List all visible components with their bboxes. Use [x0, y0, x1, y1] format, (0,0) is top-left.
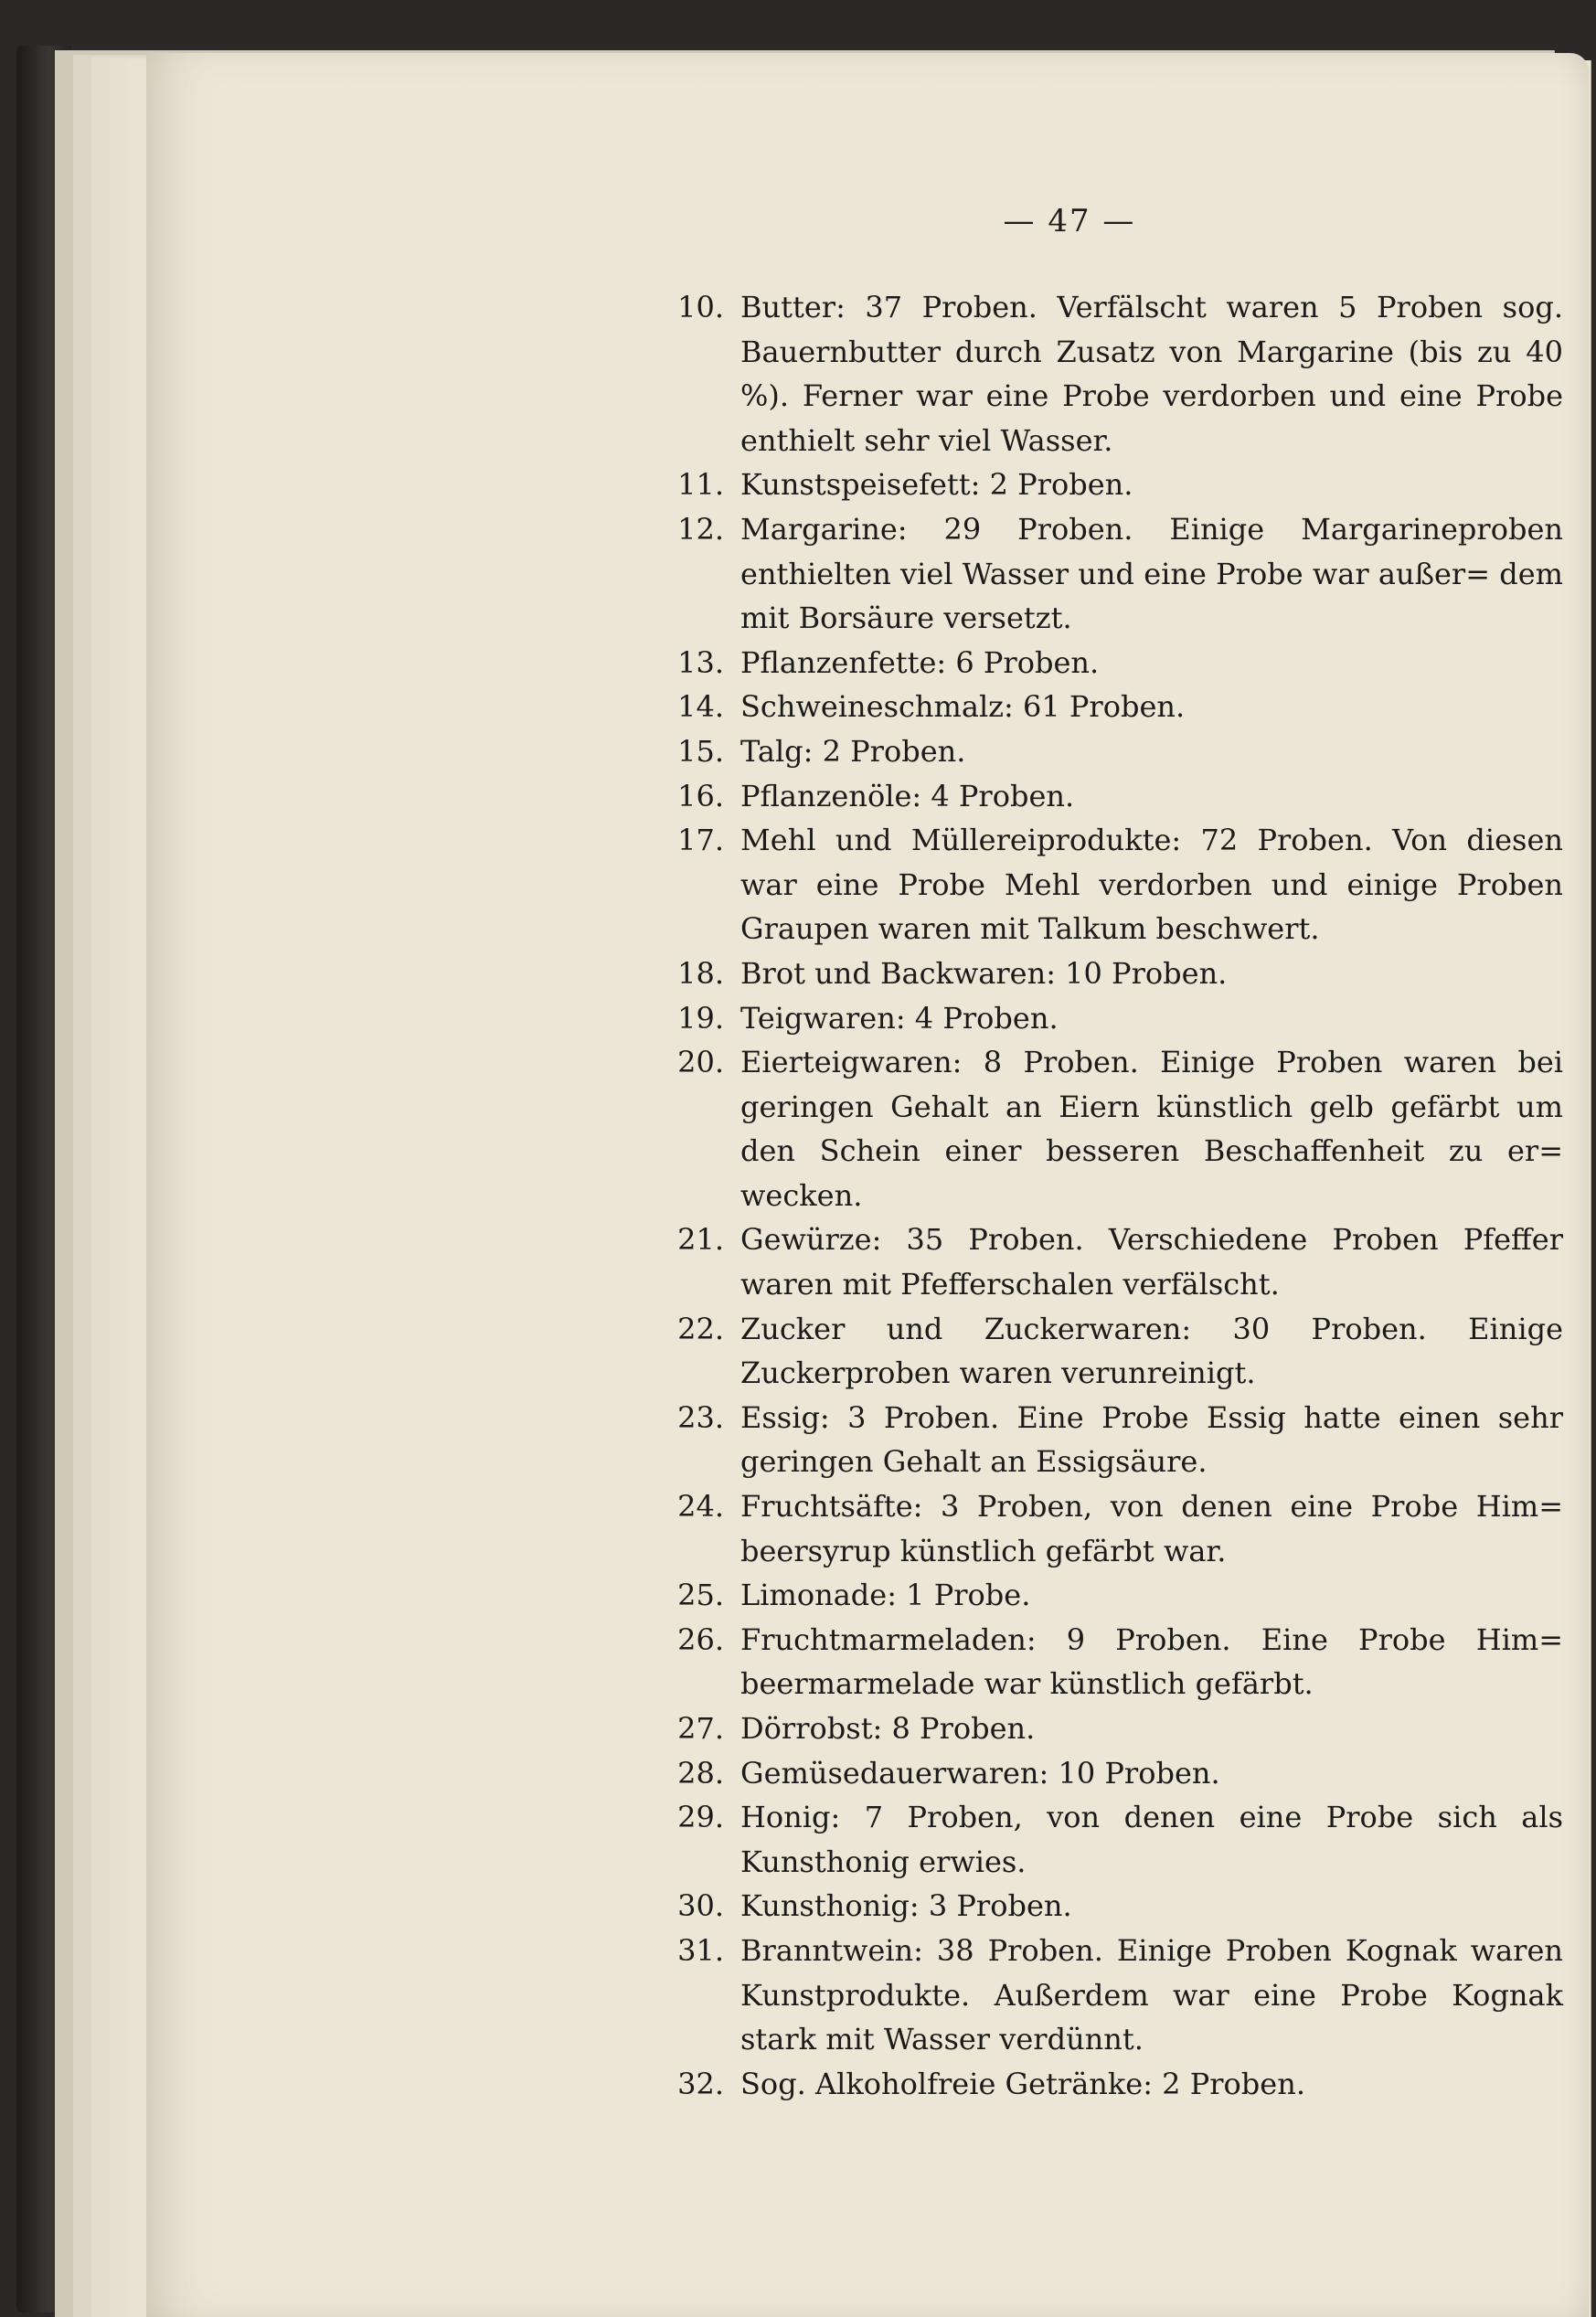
entry-number: 16.	[677, 778, 724, 813]
entry-number: 12.	[677, 511, 724, 547]
entry-number: 29.	[677, 1800, 724, 1835]
entry-text: Eierteigwaren: 8 Proben. Einige Proben waren bei geringen Gehalt an Eiern künstlich gelb gefärbt um den Schein einer besseren Beschaffenheit zu er= wecken.	[740, 1045, 1563, 1213]
entry-text: Butter: 37 Proben. Verfälscht waren 5 Proben sog. Bauernbutter durch Zusatz von Margarine (bis zu 40 %). Ferner war eine Probe verdorben und eine Probe enthielt sehr viel Wasser.	[740, 290, 1563, 458]
entry-text: Margarine: 29 Proben. Einige Margarineproben enthielten viel Wasser und eine Probe war außer= dem mit Borsäure versetzt.	[740, 511, 1563, 636]
entry-text: Branntwein: 38 Proben. Einige Proben Kognak waren Kunstprodukte. Außerdem war eine Probe Kognak stark mit Wasser verdünnt.	[740, 1932, 1563, 2057]
entry-number: 24.	[677, 1489, 724, 1525]
entry-text: Pflanzenöle: 4 Proben.	[740, 778, 1075, 813]
list-item	[640, 818, 1563, 951]
entry-text: Brot und Backwaren: 10 Proben.	[740, 955, 1228, 991]
entry-text: Schweineschmalz: 61 Proben.	[740, 689, 1186, 725]
list-item	[640, 1795, 1563, 1884]
entry-text: Fruchtsäfte: 3 Proben, von denen eine Probe Him= beersyrup künstlich gefärbt war.	[740, 1489, 1563, 1568]
list-item	[640, 1929, 1563, 2062]
entry-number: 19.	[677, 1000, 724, 1036]
list-item	[640, 1751, 1563, 1796]
list-item	[640, 951, 1563, 996]
entry-text: Gewürze: 35 Proben. Verschiedene Proben Pfeffer waren mit Pfefferschalen verfälscht.	[740, 1222, 1563, 1302]
entry-text: Talg: 2 Proben.	[740, 733, 966, 769]
entry-number: 15.	[677, 733, 724, 769]
entry-list	[640, 285, 1563, 2106]
entry-number: 11.	[677, 467, 724, 503]
entry-number: 27.	[677, 1711, 724, 1746]
entry-text: Fruchtmarmeladen: 9 Proben. Eine Probe Him= beermarmelade war künstlich gefärbt.	[740, 1621, 1563, 1702]
page-number: — 47 —	[1003, 203, 1136, 239]
entry-number: 14.	[677, 689, 724, 725]
entry-number: 20.	[677, 1045, 724, 1080]
list-item	[640, 1618, 1563, 1706]
entry-number: 31.	[677, 1932, 724, 1968]
list-item	[640, 462, 1563, 507]
list-item	[640, 1040, 1563, 1217]
entry-number: 32.	[677, 2066, 724, 2101]
entry-number: 17.	[677, 823, 724, 858]
entry-number: 18.	[677, 955, 724, 991]
entry-number: 28.	[677, 1755, 724, 1791]
list-item	[640, 1217, 1563, 1306]
entry-number: 22.	[677, 1311, 724, 1346]
list-item	[640, 507, 1563, 641]
list-item	[640, 1484, 1563, 1573]
list-item	[640, 685, 1563, 729]
list-item	[640, 996, 1563, 1041]
entry-number: 13.	[677, 644, 724, 680]
list-item	[640, 774, 1563, 819]
entry-text: Sog. Alkoholfreie Getränke: 2 Proben.	[740, 2066, 1305, 2101]
list-item	[640, 285, 1563, 462]
entry-number: 30.	[677, 1888, 724, 1924]
entry-text: Kunstspeisefett: 2 Proben.	[740, 467, 1133, 503]
entry-text: Honig: 7 Proben, von denen eine Probe sich als Kunsthonig erwies.	[740, 1800, 1563, 1879]
entry-text: Essig: 3 Proben. Eine Probe Essig hatte einen sehr geringen Gehalt an Essigsäure.	[740, 1399, 1563, 1480]
entry-number: 10.	[677, 290, 724, 324]
entry-text: Kunsthonig: 3 Proben.	[740, 1888, 1072, 1924]
list-item	[640, 1884, 1563, 1929]
entry-number: 21.	[677, 1222, 724, 1258]
entry-text: Dörrobst: 8 Proben.	[740, 1711, 1036, 1746]
list-item	[640, 1307, 1563, 1396]
entry-number: 23.	[677, 1399, 724, 1435]
entry-text: Mehl und Müllereiprodukte: 72 Proben. Von diesen war eine Probe Mehl verdorben und einige Proben Graupen waren mit Talkum beschwert.	[740, 823, 1563, 947]
entry-text: Pflanzenfette: 6 Proben.	[740, 644, 1100, 680]
list-item	[640, 641, 1563, 686]
entry-text: Limonade: 1 Probe.	[740, 1578, 1031, 1613]
list-item	[640, 1396, 1563, 1484]
entry-text: Teigwaren: 4 Proben.	[740, 1000, 1059, 1036]
list-item	[640, 1573, 1563, 1618]
list-item	[640, 2062, 1563, 2107]
entry-number: 25.	[677, 1578, 724, 1613]
list-item	[640, 729, 1563, 774]
entry-text: Gemüsedauerwaren: 10 Proben.	[740, 1755, 1220, 1791]
entry-text: Zucker und Zuckerwaren: 30 Proben. Einige Zuckerproben waren verunreinigt.	[740, 1311, 1563, 1391]
list-item	[640, 1706, 1563, 1751]
entry-number: 26.	[677, 1621, 724, 1657]
